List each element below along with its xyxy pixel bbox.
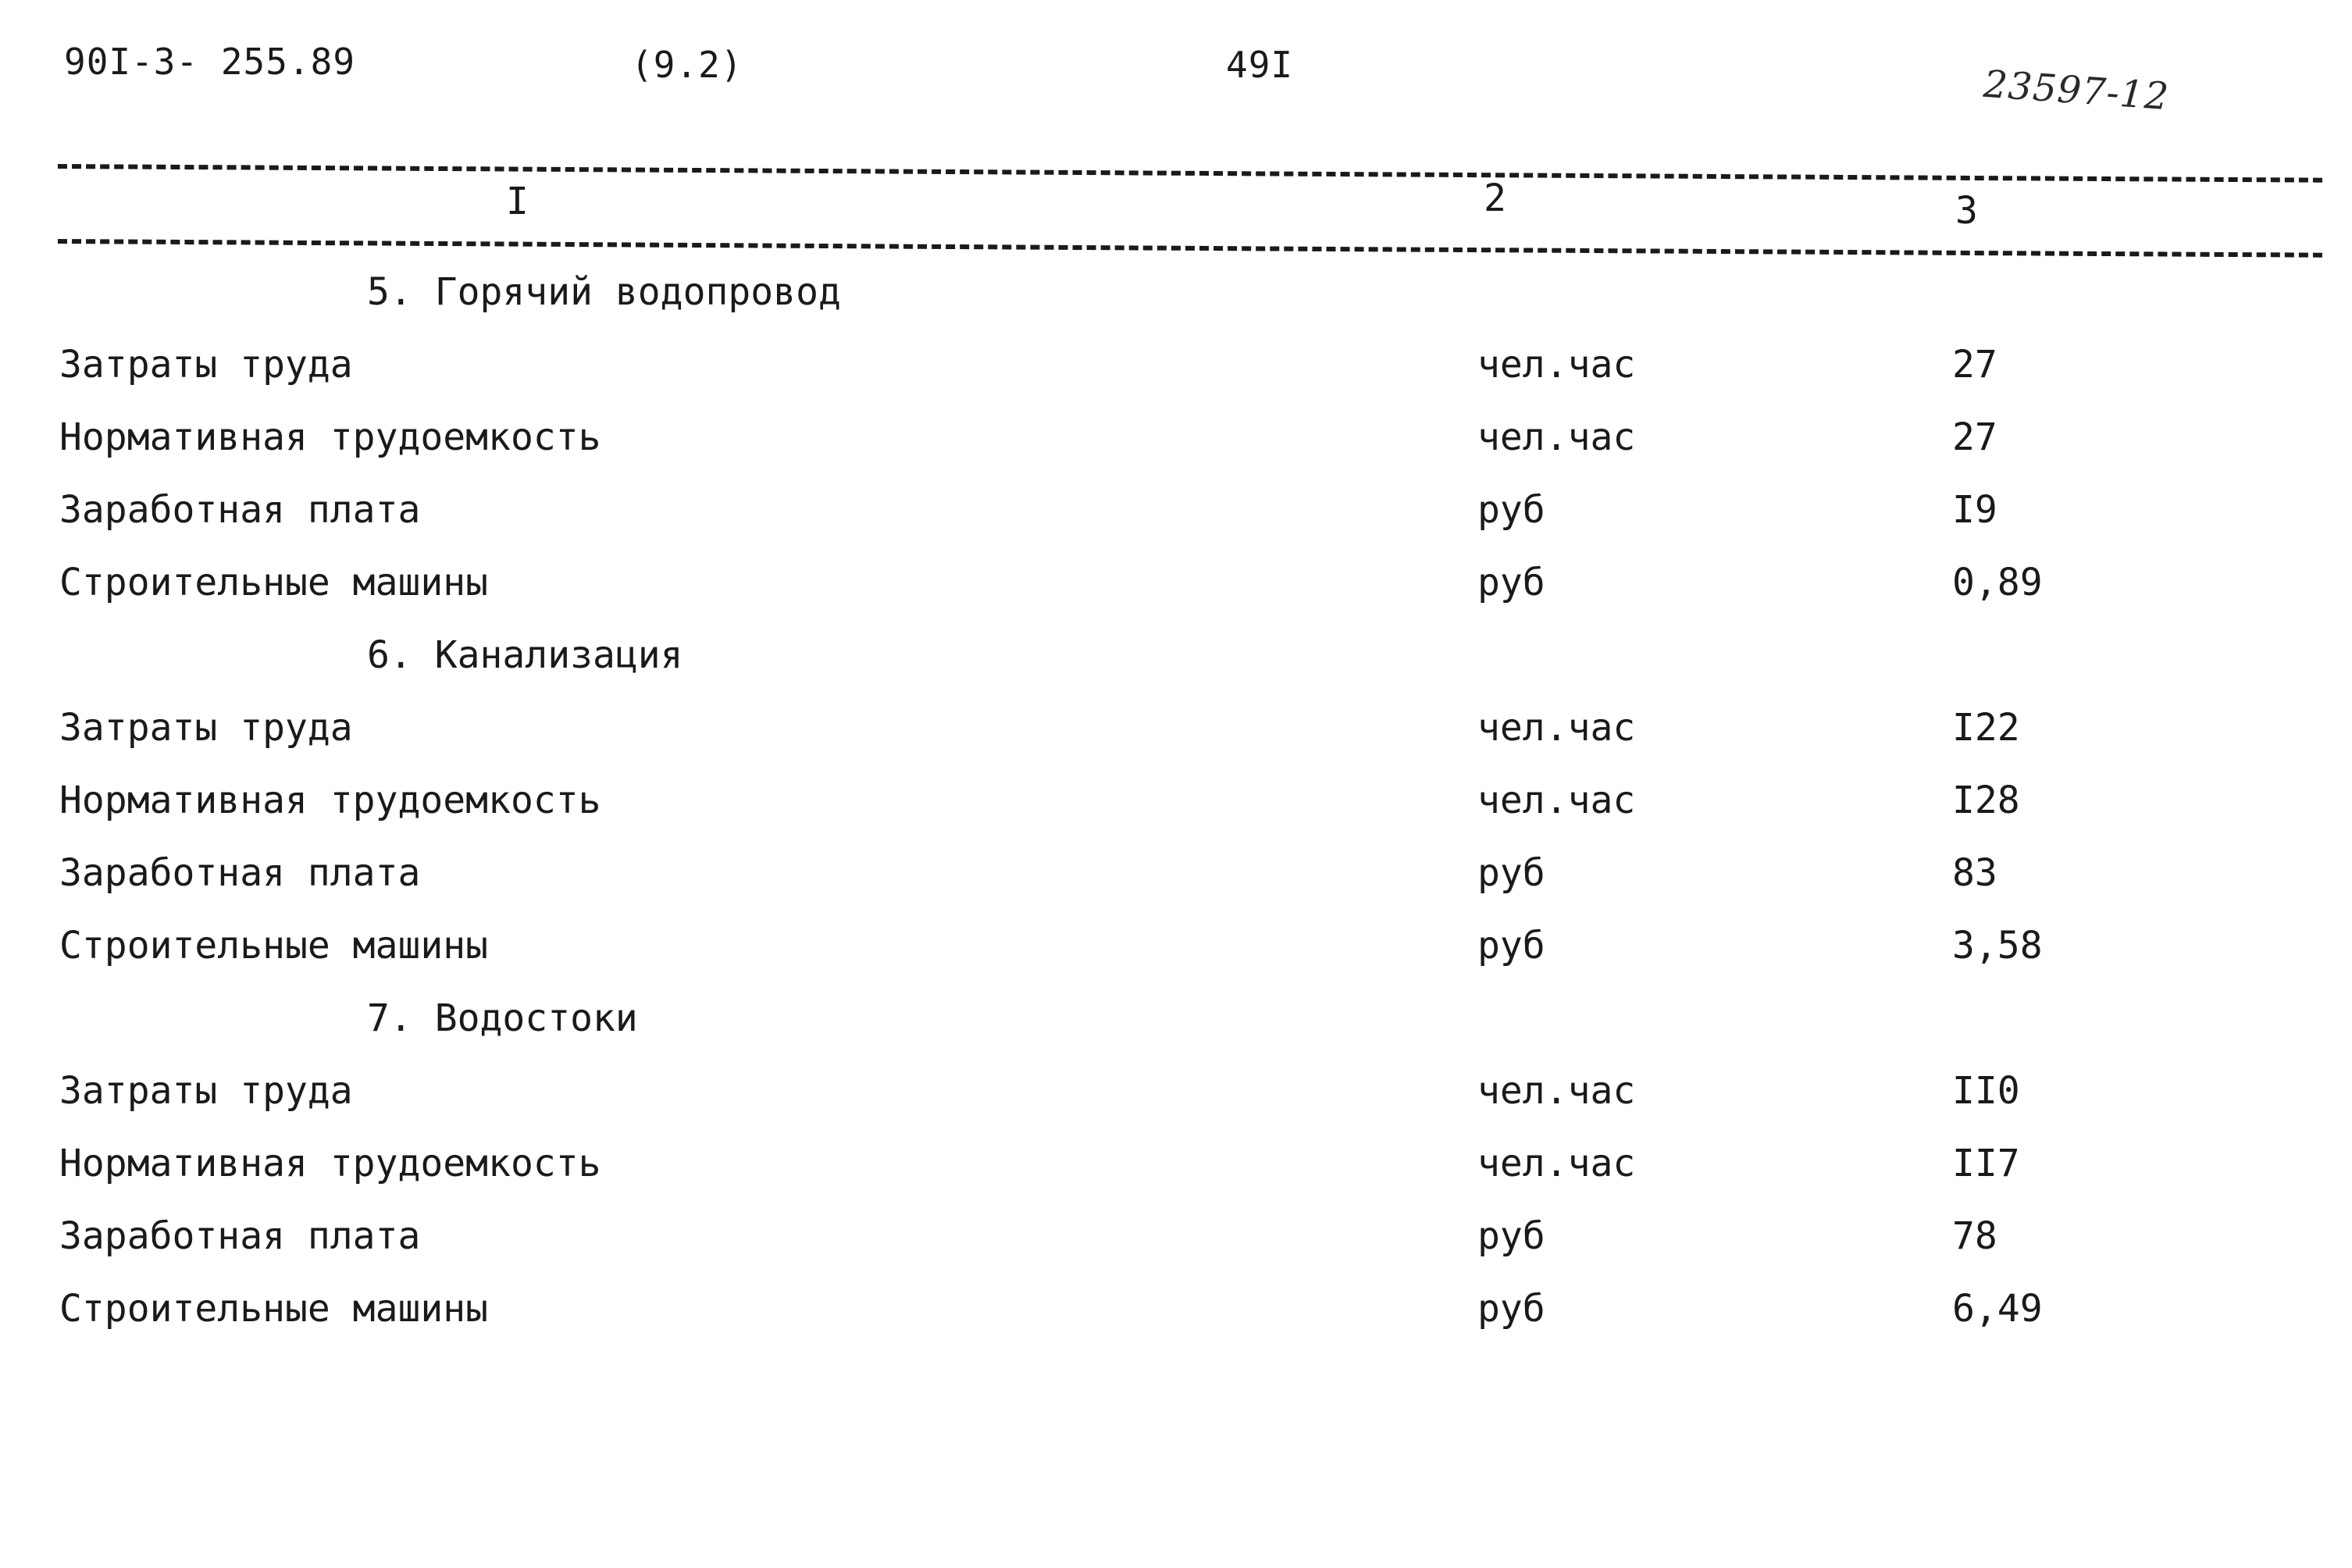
document-code: 90I-3- 255.89 — [64, 41, 356, 83]
row-label: Строительные машины — [59, 924, 489, 968]
row-value: 6,49 — [1952, 1287, 2043, 1331]
row-label: Затраты труда — [59, 343, 353, 387]
row-value: II0 — [1952, 1069, 2020, 1113]
row-value: 83 — [1952, 851, 1997, 895]
row-unit: руб — [1477, 561, 1545, 604]
row-label: Заработная плата — [59, 488, 421, 532]
row-unit: руб — [1477, 1214, 1545, 1258]
row-label: Строительные машины — [59, 561, 489, 604]
row-label: Затраты труда — [59, 706, 353, 750]
row-unit: чел.час — [1477, 415, 1636, 459]
row-label: Нормативная трудоемкость — [59, 779, 601, 822]
row-value: I22 — [1952, 706, 2020, 750]
column-header-1: I — [506, 180, 529, 223]
row-value: II7 — [1952, 1142, 2020, 1185]
row-unit: чел.час — [1477, 706, 1636, 750]
section-title: 5. Горячий водопровод — [367, 270, 841, 314]
row-value: I28 — [1952, 779, 2020, 822]
column-header-3: 3 — [1955, 189, 1978, 233]
row-label: Нормативная трудоемкость — [59, 415, 601, 459]
row-unit: чел.час — [1477, 779, 1636, 822]
row-label: Заработная плата — [59, 851, 421, 895]
page-number: 49I — [1226, 44, 1294, 86]
row-unit: руб — [1477, 851, 1545, 895]
row-unit: чел.час — [1477, 343, 1636, 387]
row-value: 0,89 — [1952, 561, 2043, 604]
row-unit: чел.час — [1477, 1069, 1636, 1113]
column-header-2: 2 — [1484, 176, 1506, 220]
row-label: Затраты труда — [59, 1069, 353, 1113]
row-unit: чел.час — [1477, 1142, 1636, 1185]
table-header-rule — [58, 239, 2322, 258]
row-label: Нормативная трудоемкость — [59, 1142, 601, 1185]
row-unit: руб — [1477, 1287, 1545, 1331]
row-value: 78 — [1952, 1214, 1997, 1258]
section-title: 6. Канализация — [367, 633, 683, 677]
row-label: Заработная плата — [59, 1214, 421, 1258]
row-unit: руб — [1477, 488, 1545, 532]
table-top-rule — [58, 164, 2322, 183]
row-label: Строительные машины — [59, 1287, 489, 1331]
row-value: 27 — [1952, 415, 1997, 459]
row-value: 3,58 — [1952, 924, 2043, 968]
section-number: (9.2) — [631, 44, 743, 86]
section-title: 7. Водостоки — [367, 996, 638, 1040]
row-value: 27 — [1952, 343, 1997, 387]
row-unit: руб — [1477, 924, 1545, 968]
row-value: I9 — [1952, 488, 1997, 532]
handwritten-inventory-number: 23597-12 — [1982, 62, 2171, 119]
